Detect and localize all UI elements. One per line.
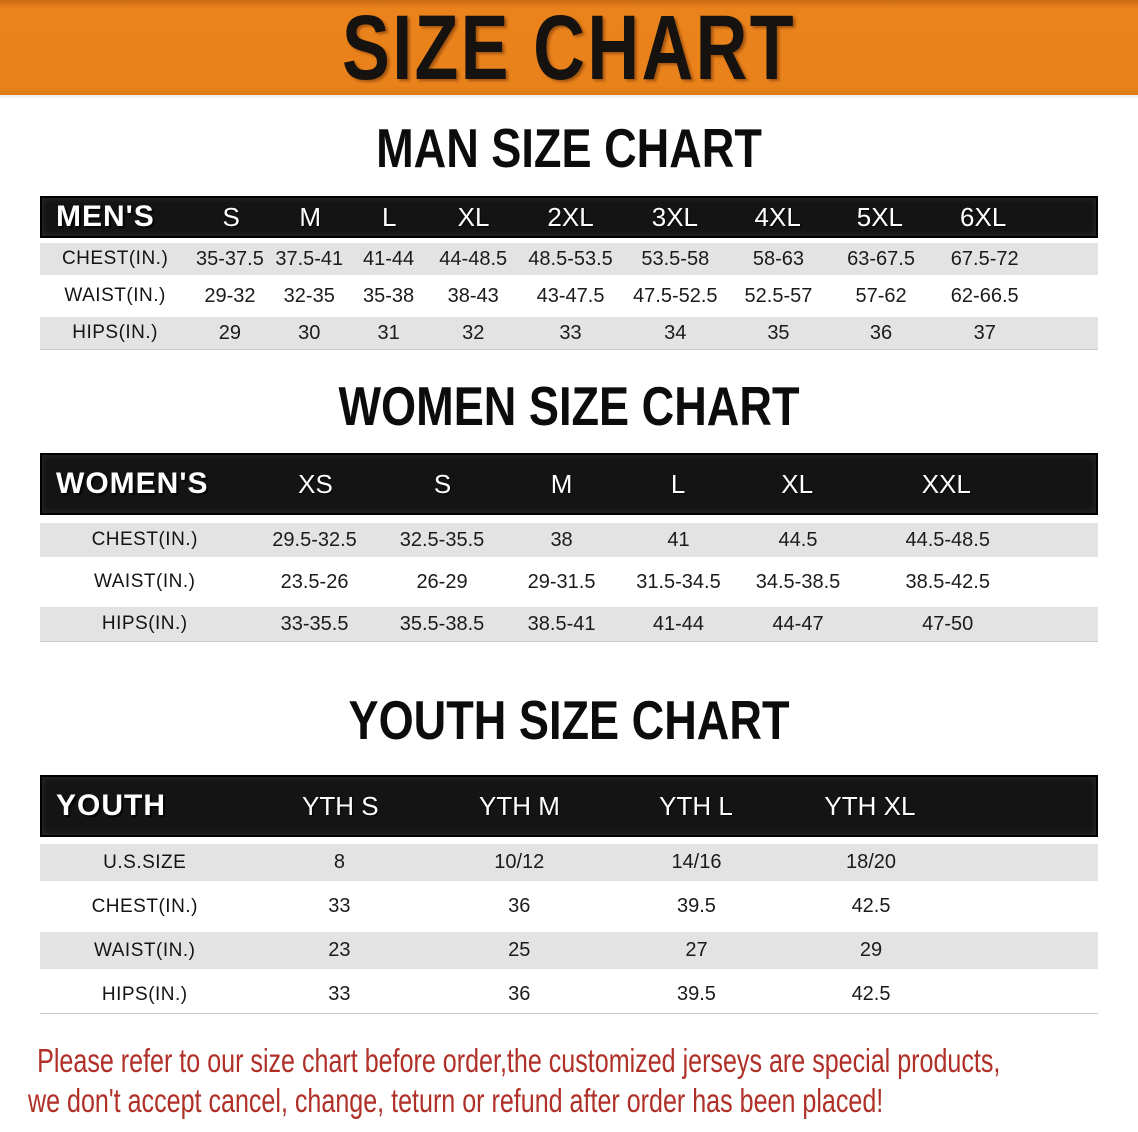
size-value: 29.5-32.5 bbox=[272, 528, 357, 551]
size-value: 47-50 bbox=[922, 612, 974, 635]
measurement-row bbox=[40, 565, 1098, 599]
size-column-header: 3XL bbox=[651, 201, 699, 232]
men-section-title: MAN SIZE CHART bbox=[376, 117, 762, 179]
size-value: 34.5-38.5 bbox=[755, 570, 841, 593]
size-column-header: XS bbox=[298, 468, 333, 499]
women-size-chart-section bbox=[0, 375, 1138, 642]
filler-cell bbox=[958, 932, 1098, 969]
banner bbox=[0, 0, 1138, 98]
size-value: 42.5 bbox=[851, 983, 891, 1005]
size-value: 32.5-35.5 bbox=[399, 528, 485, 551]
size-value: 57-62 bbox=[855, 284, 907, 307]
size-value: 47.5-52.5 bbox=[633, 284, 718, 307]
size-value: 33 bbox=[559, 321, 582, 344]
size-value: 63-67.5 bbox=[847, 247, 915, 270]
size-value: 33 bbox=[328, 895, 351, 917]
row-label: WAIST(IN.) bbox=[64, 285, 166, 306]
size-value: 23 bbox=[328, 939, 351, 961]
size-value: 31 bbox=[377, 321, 400, 344]
measurement-row bbox=[40, 932, 1098, 969]
size-column-header: XXL bbox=[921, 468, 971, 499]
size-column-header: S bbox=[222, 201, 240, 232]
filler-cell bbox=[1038, 607, 1098, 641]
size-value: 44-47 bbox=[772, 612, 824, 635]
size-column-header: 4XL bbox=[754, 201, 801, 232]
table-header-row bbox=[40, 775, 1098, 837]
size-value: 53.5-58 bbox=[641, 247, 710, 270]
size-value: 27 bbox=[685, 939, 708, 961]
size-column-header: YTH M bbox=[479, 790, 560, 821]
women-section-title: WOMEN SIZE CHART bbox=[338, 375, 800, 437]
size-column-header: YTH S bbox=[301, 790, 379, 821]
youth-section-title: YOUTH SIZE CHART bbox=[348, 689, 790, 751]
filler-cell bbox=[958, 976, 1098, 1013]
size-value: 35.5-38.5 bbox=[399, 612, 485, 635]
disclaimer-line-2: we don't accept cancel, change, teturn or refund after order has been placed! bbox=[28, 1082, 884, 1119]
filler-cell bbox=[1037, 243, 1098, 275]
size-value: 18/20 bbox=[846, 851, 897, 873]
men-size-chart-section bbox=[0, 117, 1138, 350]
measurement-row bbox=[40, 243, 1098, 275]
row-label: CHEST(IN.) bbox=[91, 529, 198, 550]
size-value: 26-29 bbox=[416, 570, 468, 593]
size-column-header: XL bbox=[781, 468, 814, 499]
table-group-label: YOUTH bbox=[56, 789, 166, 822]
size-value: 62-66.5 bbox=[950, 284, 1019, 307]
size-value: 35 bbox=[767, 321, 790, 344]
filler-cell bbox=[1037, 317, 1098, 349]
measurement-row bbox=[40, 976, 1098, 1013]
size-value: 37 bbox=[973, 321, 996, 344]
row-label: HIPS(IN.) bbox=[101, 613, 188, 634]
measurement-row bbox=[40, 523, 1098, 557]
filler-cell bbox=[1038, 565, 1098, 599]
row-label: CHEST(IN.) bbox=[61, 248, 169, 269]
table-header-row bbox=[40, 453, 1098, 515]
size-value: 34 bbox=[664, 321, 687, 344]
size-value: 33-35.5 bbox=[280, 612, 349, 635]
size-value: 44.5-48.5 bbox=[905, 528, 990, 551]
size-value: 32 bbox=[462, 321, 485, 344]
size-column-header: M bbox=[299, 201, 322, 232]
size-value: 42.5 bbox=[851, 895, 891, 917]
size-value: 10/12 bbox=[494, 851, 545, 873]
youth-size-chart-section bbox=[0, 689, 1138, 1014]
size-value: 44.5 bbox=[778, 528, 818, 551]
disclaimer-line-1: Please refer to our size chart before order,the customized jerseys are special products, bbox=[37, 1042, 1001, 1079]
size-column-header: S bbox=[433, 468, 452, 499]
table-header-row bbox=[40, 196, 1098, 238]
size-value: 36 bbox=[508, 983, 531, 1005]
row-label: HIPS(IN.) bbox=[72, 322, 158, 343]
size-column-header: 2XL bbox=[547, 201, 594, 232]
size-value: 38-43 bbox=[447, 284, 499, 307]
row-label: CHEST(IN.) bbox=[91, 895, 198, 917]
youth-size-table bbox=[40, 775, 1098, 1014]
size-column-header: XL bbox=[457, 201, 490, 232]
size-value: 33 bbox=[328, 983, 351, 1005]
size-value: 29 bbox=[218, 321, 242, 344]
size-value: 67.5-72 bbox=[950, 247, 1019, 270]
size-value: 37.5-41 bbox=[275, 247, 344, 270]
size-column-header: L bbox=[670, 468, 686, 499]
size-column-header: 5XL bbox=[856, 201, 903, 232]
size-value: 35-38 bbox=[363, 284, 415, 307]
size-column-header: M bbox=[550, 468, 573, 499]
filler-cell bbox=[958, 888, 1098, 925]
size-column-header: L bbox=[382, 201, 397, 232]
size-value: 41-44 bbox=[363, 247, 415, 270]
size-value: 25 bbox=[508, 939, 531, 961]
size-value: 58-63 bbox=[752, 247, 805, 270]
size-value: 41-44 bbox=[652, 612, 705, 635]
size-column-header: YTH L bbox=[659, 790, 733, 821]
disclaimer bbox=[0, 1041, 1138, 1121]
table-group-label: MEN'S bbox=[56, 200, 155, 233]
size-value: 44-48.5 bbox=[439, 247, 508, 270]
size-value: 36 bbox=[508, 895, 531, 917]
size-value: 43-47.5 bbox=[536, 284, 605, 307]
size-value: 48.5-53.5 bbox=[528, 247, 613, 270]
size-value: 41 bbox=[667, 528, 690, 551]
filler-cell bbox=[1037, 280, 1098, 312]
measurement-row bbox=[40, 317, 1098, 349]
men-size-table bbox=[40, 196, 1098, 350]
size-column-header: 6XL bbox=[960, 201, 1007, 232]
size-column-header: YTH XL bbox=[824, 790, 916, 821]
size-value: 31.5-34.5 bbox=[636, 570, 721, 593]
filler-cell bbox=[958, 844, 1098, 881]
measurement-row bbox=[40, 844, 1098, 881]
measurement-row bbox=[40, 607, 1098, 641]
size-value: 29-32 bbox=[204, 284, 256, 307]
size-value: 38.5-41 bbox=[527, 612, 596, 635]
row-label: WAIST(IN.) bbox=[94, 939, 196, 961]
size-value: 29-31.5 bbox=[527, 570, 596, 593]
women-size-table bbox=[40, 453, 1098, 642]
size-value: 39.5 bbox=[677, 895, 716, 917]
size-value: 30 bbox=[298, 321, 321, 344]
row-label: WAIST(IN.) bbox=[94, 571, 196, 592]
size-value: 52.5-57 bbox=[744, 284, 813, 307]
size-value: 36 bbox=[869, 321, 893, 344]
row-label: U.S.SIZE bbox=[103, 851, 187, 873]
size-value: 29 bbox=[859, 939, 883, 961]
size-value: 32-35 bbox=[283, 284, 335, 307]
size-value: 38.5-42.5 bbox=[905, 570, 990, 593]
size-value: 14/16 bbox=[671, 851, 722, 873]
measurement-row bbox=[40, 888, 1098, 925]
row-label: HIPS(IN.) bbox=[101, 983, 188, 1005]
size-value: 8 bbox=[333, 851, 345, 873]
table-group-label: WOMEN'S bbox=[56, 467, 209, 500]
size-value: 35-37.5 bbox=[195, 247, 264, 270]
size-value: 39.5 bbox=[677, 983, 716, 1005]
filler-cell bbox=[1038, 523, 1098, 557]
size-value: 23.5-26 bbox=[280, 570, 349, 593]
measurement-row bbox=[40, 280, 1098, 312]
size-charts bbox=[0, 117, 1138, 1014]
size-value: 38 bbox=[550, 528, 573, 551]
banner-title: SIZE CHART bbox=[342, 0, 796, 99]
